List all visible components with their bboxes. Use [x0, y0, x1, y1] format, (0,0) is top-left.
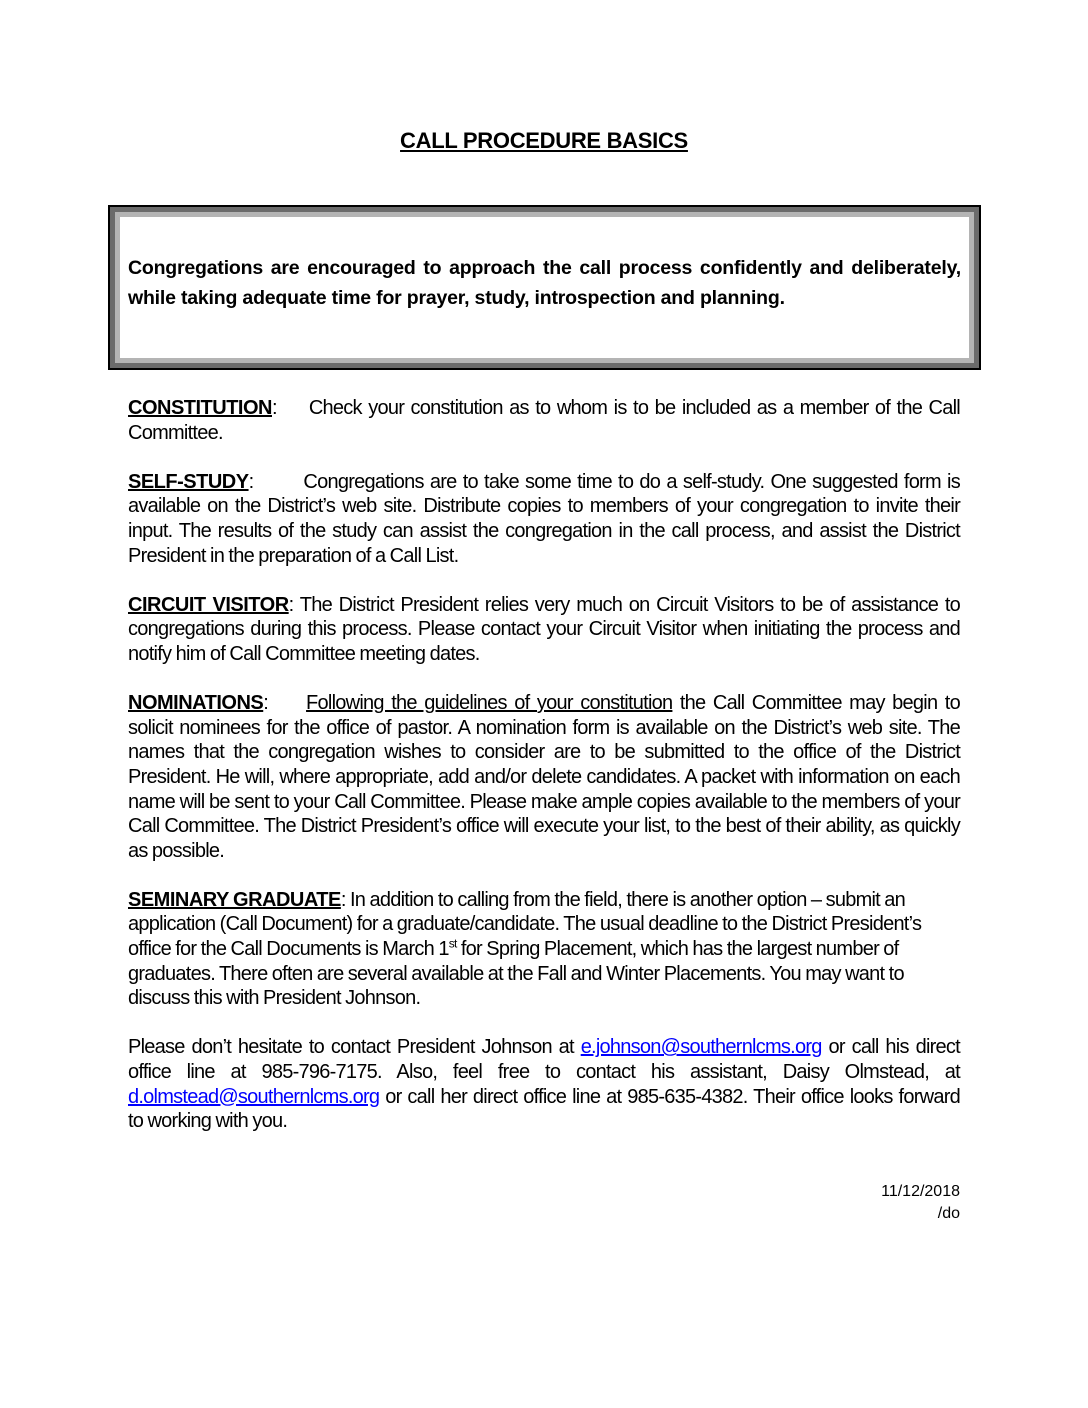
section-heading: SELF-STUDY: [128, 470, 249, 493]
ordinal-superscript: st: [448, 936, 457, 951]
contact-text: or call her direct office line at 985-635-4382. Their office looks forward to working with you.: [128, 1085, 960, 1133]
page-title: CALL PROCEDURE BASICS: [400, 128, 688, 153]
contact-text: or call his direct office line at 985-796-7175. Also, feel free to contact his assistant, Daisy Olmstead, at: [128, 1036, 960, 1084]
email-link-johnson[interactable]: e.johnson@southernlcms.org: [580, 1036, 822, 1059]
contact-text: Please don’t hesitate to contact President Johnson at: [128, 1036, 581, 1059]
callout-border-light: [115, 212, 974, 363]
section-text-continued: for Spring Placement, which has the largest number of graduates. There often are several available at the Fall and Winter Placements. You may want to discuss this with President Johnson.: [128, 938, 904, 1010]
signature-initials: /do: [937, 1205, 960, 1222]
section-text: The District President relies very much on Circuit Visitors to be of assistance to congregations during this process. Please contact your Circuit Visitor when initiating the process and notify him of Call Committee meeting dates.: [128, 593, 960, 665]
signature-date: 11/12/2018: [881, 1183, 960, 1200]
section-self-study: SELF-STUDY: Congregations are to take some time to do a self-study. One suggested form is available on the District’s web site. Distribute copies to members of your congregation to invite their input. The results of the study can assist the congregation in the call process, and assist the District President in the preparation of a Call List.: [128, 470, 960, 567]
section-nominations: NOMINATIONS: Following the guidelines of your constitution the Call Committee may begin to solicit nominees for the office of pastor. A nomination form is available on the District’s web site. The names that the congregation wishes to consider are to be submitted to the office of the District President. He will, where appropriate, add and/or delete candidates. A packet with information on each name will be sent to your Call Committee. Please make ample copies available to the members of your Call Committee. The District President’s office will execute your list, to the best of their ability, as quickly as possible.: [128, 692, 960, 862]
section-text: the Call Committee may begin to solicit nominees for the office of pastor. A nomination form is available on the District’s web site. The names that the congregation wishes to consider are to be submitted to the office of the District President. He will, where appropriate, add and/or delete candidates. A packet with information on each name will be sent to your Call Committee. Please make ample copies available to the members of your Call Committee. The District President’s office will execute your list, to the best of their ability, as quickly as possible.: [128, 692, 960, 862]
section-heading: SEMINARY GRADUATE: [128, 888, 341, 911]
section-heading: NOMINATIONS: [128, 692, 264, 715]
callout-text: Congregations are encouraged to approach the call process confidently and deliberately, while taking adequate time for prayer, study, introspection and planning.: [128, 257, 961, 309]
section-constitution: CONSTITUTION: Check your constitution as to whom is to be included as a member of the Call Committee.: [128, 397, 960, 444]
section-seminary-graduate: SEMINARY GRADUATE: In addition to calling from the field, there is another option – submit an application (Call Document) for a graduate/candidate. The usual deadline to the District President’s office for the Call Documents is March 1st for Spring Placement, which has the largest number of graduates. There often are several available at the Fall and Winter Placements. You may want to discuss this with President Johnson.: [128, 888, 922, 1010]
section-text: Congregations are to take some time to do a self-study. One suggested form is available on the District’s web site. Distribute copies to members of your congregation to invite their input. The results of the study can assist the congregation in the call process, and assist the District President in the preparation of a Call List.: [128, 470, 960, 567]
section-heading: CONSTITUTION: [128, 397, 272, 419]
section-underlined-lead: Following the guidelines of your constitution: [306, 692, 673, 715]
section-heading: CIRCUIT VISITOR: [128, 593, 289, 616]
signature-block: [881, 1181, 960, 1225]
document-body: [128, 396, 960, 1158]
contact-paragraph: [128, 1035, 960, 1133]
section-text: Check your constitution as to whom is to be included as a member of the Call Committee.: [128, 397, 960, 444]
email-link-olmstead[interactable]: d.olmstead@southernlcms.org: [128, 1085, 380, 1108]
callout-content: [120, 217, 969, 358]
section-text: In addition to calling from the field, there is another option – submit an application (Call Document) for a graduate/candidate. The usual deadline to the District President’s office for the Call Documents is March 1: [128, 888, 922, 961]
callout-box: [108, 205, 981, 370]
section-circuit-visitor: CIRCUIT VISITOR: The District President relies very much on Circuit Visitors to be of assistance to congregations during this process. Please contact your Circuit Visitor when initiating the process and notify him of Call Committee meeting dates.: [128, 593, 960, 665]
